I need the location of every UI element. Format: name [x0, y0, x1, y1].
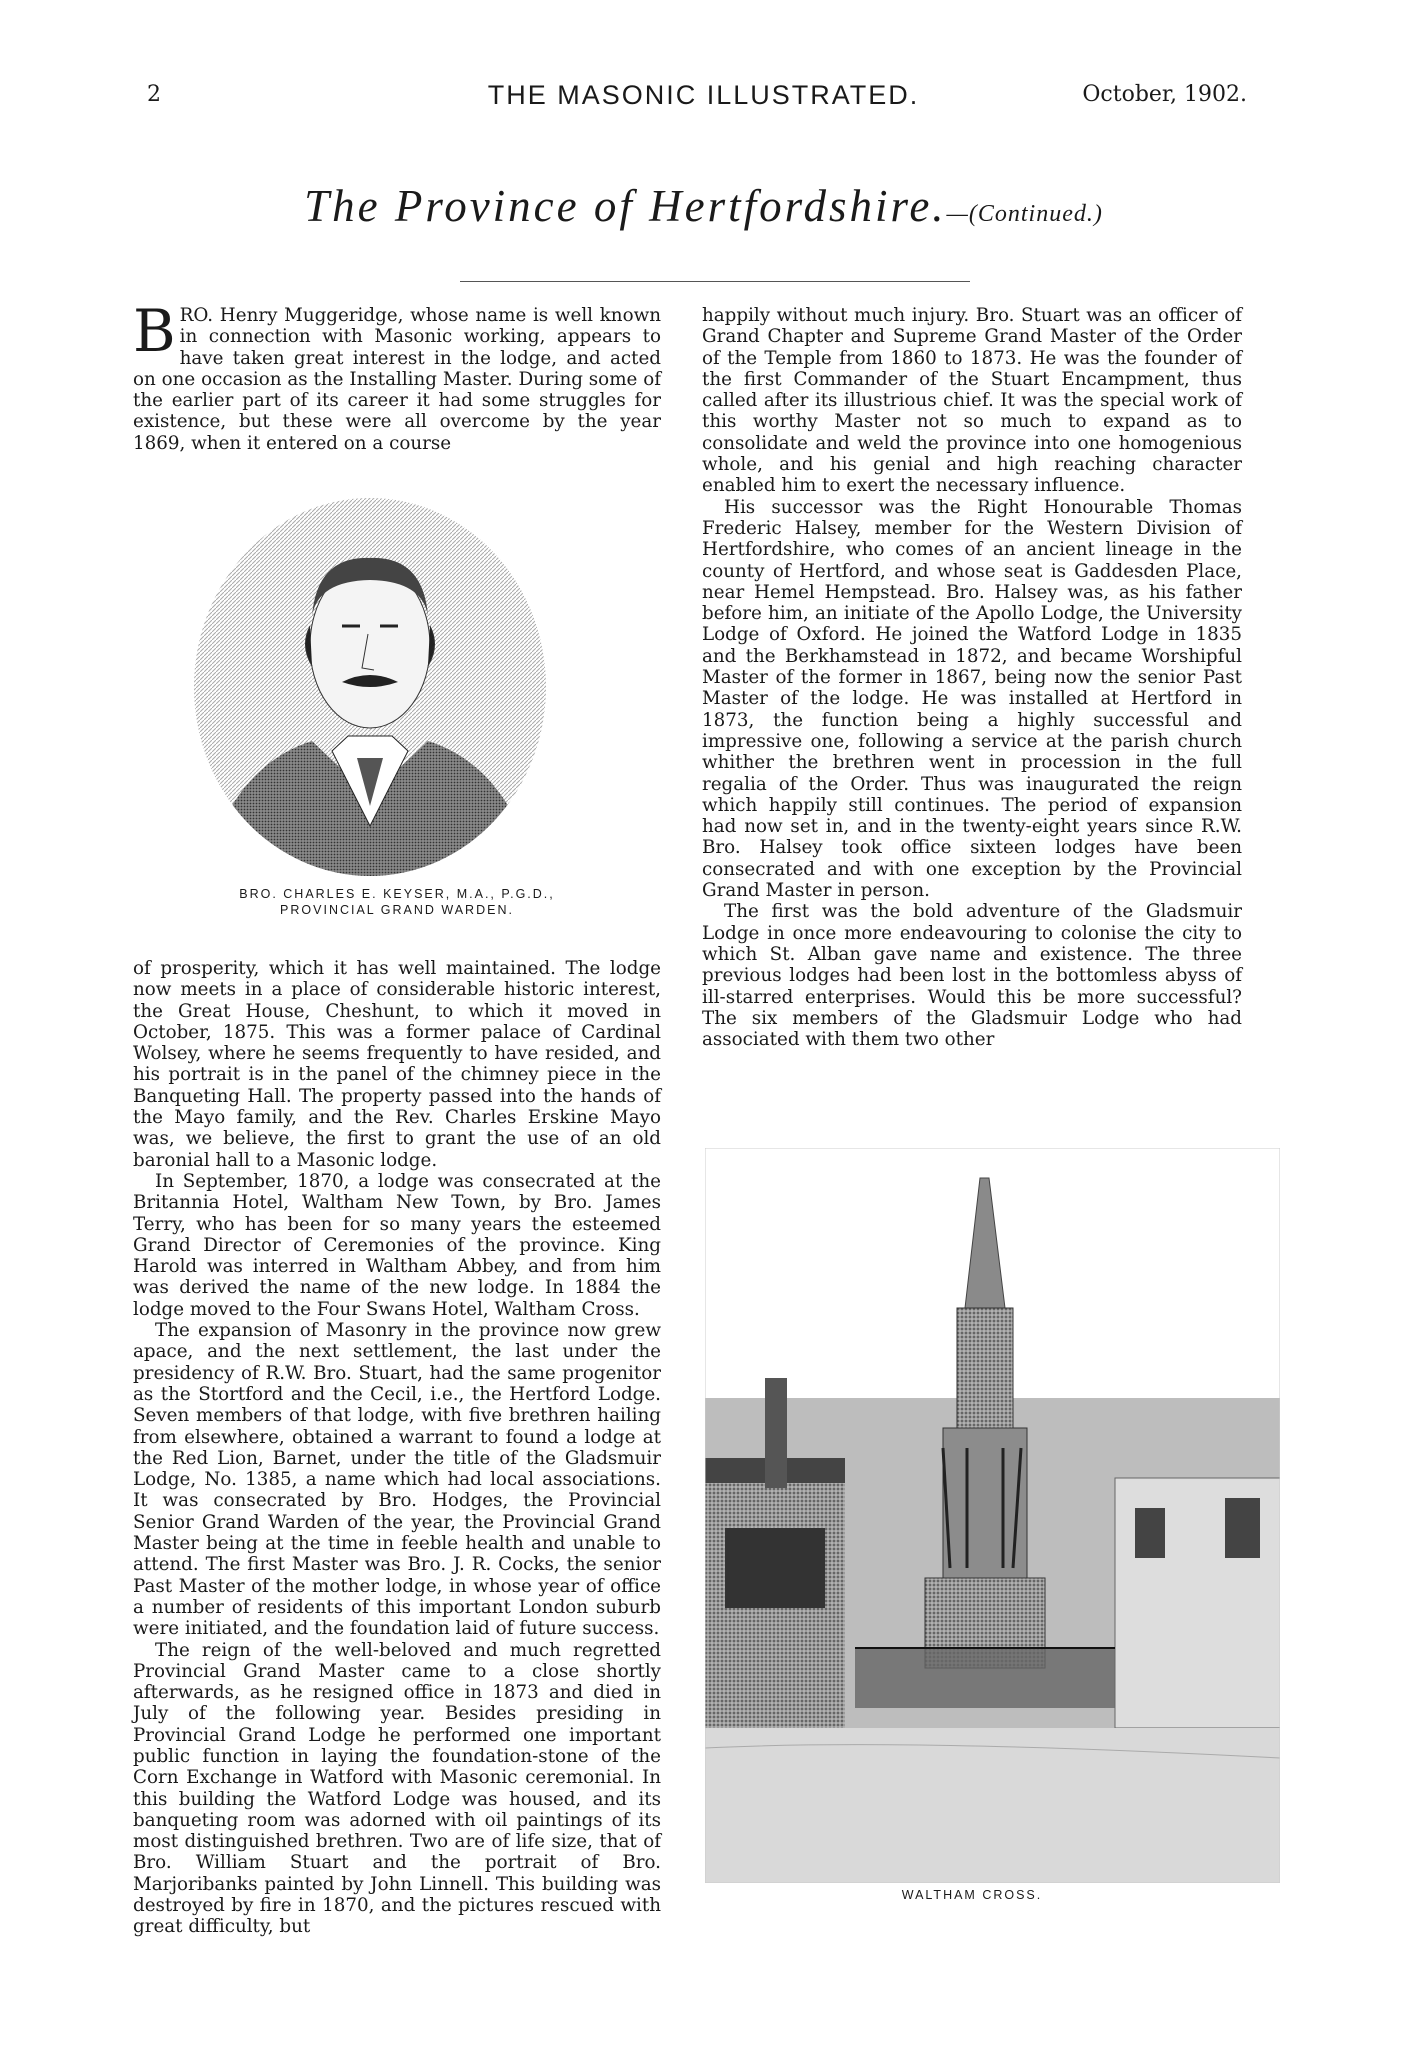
portrait-illustration — [192, 496, 548, 878]
photo-caption: WALTHAM CROSS. — [901, 1888, 1043, 1902]
paragraph: The expansion of Masonry in the province now grew apace, and the next settlement, the last under the presidency of R.W. Bro. Stuart, had the same progenitor as the Stortford and the Cecil, i.e., the Hertford Lodge. Seven members of that lodge, with five brethren hailing from elsewhere, obtained a warrant to found a lodge at the Red Lion, Barnet, under the title of the Gladsmuir Lodge, No. 1385, a name which had local associations. It was consecrated by Bro. Hodges, the Provincial Senior Grand Warden of the year, the Provincial Grand Master being at the time in feeble health and unable to attend. The first Master was Bro. J. R. Cocks, the senior Past Master of the mother lodge, in whose year of office a number of residents of this important London suburb were initiated, and the foundation laid of future success. — [133, 1320, 661, 1640]
drop-cap: B — [133, 297, 176, 365]
page-number: 2 — [147, 82, 161, 107]
paragraph: happily without much injury. Bro. Stuart was an officer of Grand Chapter and Supreme Grand Master of the Order of the Temple from 1860 to 1873. He was the founder of the first Commander of the Stuart Encampment, thus called after its illustrious chief. It was the special work of this worthy Master not so much to expand as to consolidate and weld the province into one homogenious whole, and his genial and high reaching character enabled him to exert the necessary influence. — [702, 305, 1242, 497]
article-title-text: The Province of Hertfordshire. — [304, 181, 947, 231]
paragraph — [133, 297, 661, 454]
column-left-top — [133, 297, 661, 454]
article-title — [0, 180, 1407, 232]
paragraph-text: RO. Henry Muggeridge, whose name is well known in connection with Masonic working, appears to have taken great interest in the lodge, and acted on one occasion as the Installing Master. During some of the earlier part of its career it had some struggles for existence, but these were all overcome by the year 1869, when it entered on a course — [133, 305, 661, 454]
paragraph: In September, 1870, a lodge was consecrated at the Britannia Hotel, Waltham New Town, by Bro. James Terry, who has been for so many years the esteemed Grand Director of Ceremonies of the province. King Harold was interred in Waltham Abbey, and from him was derived the name of the new lodge. In 1884 the lodge moved to the Four Swans Hotel, Waltham Cross. — [133, 1170, 661, 1320]
title-rule — [460, 281, 970, 282]
paragraph: His successor was the Right Honourable Thomas Frederic Halsey, member for the Western Division of Hertfordshire, who comes of an ancient lineage in the county of Hertford, and whose seat is Gaddesden Place, near Hemel Hempstead. Bro. Halsey was, as his father before him, an initiate of the Apollo Lodge, the University Lodge of Oxford. He joined the Watford Lodge in 1835 and the Berkhamstead in 1872, and became Worshipful Master of the former in 1867, being now the senior Past Master of the lodge. He was installed at Hertford in 1873, the function being a highly successful and impressive one, following a service at the parish church whither the brethren went in procession in the full regalia of the Order. Thus was inaugurated the reign which happily still continues. The period of expansion had now set in, and in the twenty-eight years since R.W. Bro. Halsey took office sixteen lodges have been consecrated and with one exception by the Provincial Grand Master in person. — [702, 496, 1242, 902]
continued-label: —(Continued.) — [946, 201, 1103, 227]
page-header — [0, 80, 1407, 120]
portrait-caption — [133, 886, 661, 918]
paragraph: of prosperity, which it has well maintained. The lodge now meets in a place of considerable historic interest, the Great House, Cheshunt, to which it moved in October, 1875. This was a former palace of Cardinal Wolsey, where he seems frequently to have resided, and his portrait is in the panel of the chimney piece in the Banqueting Hall. The property passed into the hands of the Mayo family, and the Rev. Charles Erskine Mayo was, we believe, the first to grant the use of an old baronial hall to a Masonic lodge. — [133, 958, 661, 1171]
issue-date: October, 1902. — [1082, 82, 1247, 107]
portrait-caption-line: BRO. CHARLES E. KEYSER, M.A., P.G.D., — [239, 887, 555, 901]
magazine-title: THE MASONIC ILLUSTRATED. — [487, 80, 920, 110]
waltham-cross-photograph — [705, 1148, 1280, 1883]
column-right — [702, 305, 1242, 1050]
paragraph: The reign of the well-beloved and much regretted Provincial Grand Master came to a close shortly afterwards, as he resigned office in 1873 and died in July of the following year. Besides presiding in Provincial Grand Lodge he performed one important public function in laying the foundation-stone of the Corn Exchange in Watford with Masonic ceremonial. In this building the Watford Lodge was housed, and its banqueting room was adorned with oil paintings of its most distinguished brethren. Two are of life size, that of Bro. William Stuart and the portrait of Bro. Marjoribanks painted by John Linnell. This building was destroyed by fire in 1870, and the pictures rescued with great difficulty, but — [133, 1639, 661, 1938]
paragraph: The first was the bold adventure of the Gladsmuir Lodge in once more endeavouring to colonise the city to which St. Alban gave name and existence. The three previous lodges had been lost in the bottomless abyss of ill-starred enterprises. Would this be more successful? The six members of the Gladsmuir Lodge who had associated with them two other — [702, 901, 1242, 1051]
portrait-caption-line: PROVINCIAL GRAND WARDEN. — [280, 903, 514, 917]
column-left-bottom — [133, 958, 661, 1938]
